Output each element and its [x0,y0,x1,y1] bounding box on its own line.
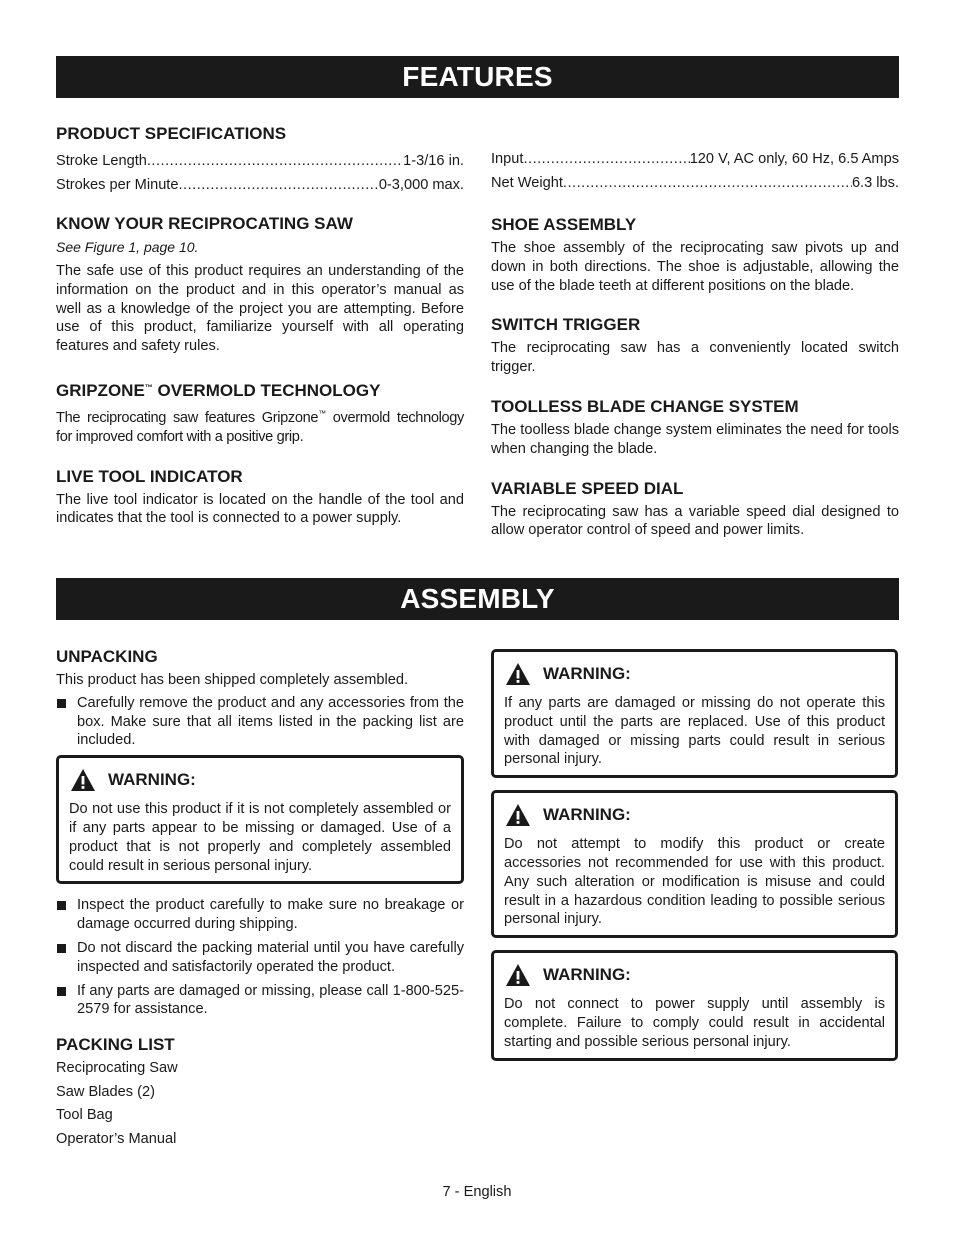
features-right-column [491,150,899,562]
list-item: If any parts are damaged or missing, please call 1-800-525-2579 for assistance. [56,982,464,1020]
spec-leader [147,152,403,170]
warning-label: WARNING: [543,805,631,825]
spec-leader [178,176,378,194]
unpacking-bullets-continued [56,896,464,1019]
list-item: Inspect the product carefully to make sure no breakage or damage occurred during shipping. [56,896,464,934]
warning-body: If any parts are damaged or missing do not operate this product until the parts are replaced. Use of this product with damaged or missing parts could result in serious personal injury. [504,695,885,768]
live-tool-section [56,467,464,529]
warning-triangle-icon [505,963,531,987]
live-tool-heading: LIVE TOOL INDICATOR [56,466,243,486]
warning-body: Do not connect to power supply until assembly is complete. Failure to comply could result in accidental starting and possible serious personal injury. [504,996,885,1050]
warning-body: Do not attempt to modify this product or create accessories not recommended for use with this product. Any such alteration or modification is misuse and could result in a hazardous condition leading to possible serious personal injury. [504,836,885,928]
warning-header [505,963,885,987]
gripzone-heading-text: GRIPZONE [56,380,145,400]
warning-header [505,803,885,827]
switch-trigger-body: The reciprocating saw has a conveniently located switch trigger. [491,340,899,376]
switch-trigger-heading: SWITCH TRIGGER [491,315,641,335]
toolless-heading: TOOLLESS BLADE CHANGE SYSTEM [491,396,799,416]
list-item: Carefully remove the product and any accessories from the box. Make sure that all items listed in the packing list are included. [56,694,464,750]
speed-dial-body: The reciprocating saw has a variable speed dial designed to allow operator control of speed and power limits. [491,503,899,539]
list-item: Tool Bag [56,1107,113,1124]
toolless-body: The toolless blade change system eliminates the need for tools when changing the blade. [491,421,899,457]
gripzone-body-text: overmold technology for improved comfort with a positive grip. [56,409,464,445]
know-your-saw-heading: KNOW YOUR RECIPROCATING SAW [56,214,353,233]
warning-box [491,950,898,1060]
unpacking-bullets [56,694,464,750]
shoe-assembly-body: The shoe assembly of the reciprocating saw pivots up and down in both directions. The shoe is adjustable, allowing the use of the blade teeth at different positions on the blade. [491,240,899,294]
features-banner: FEATURES [56,56,899,98]
shoe-assembly-section [491,215,899,295]
assembly-right-column [491,649,898,1061]
switch-trigger-section [491,315,899,377]
spec-label: Strokes per Minute [56,177,179,193]
spec-label: Input [491,151,524,167]
spec-value: 0-3,000 max. [378,177,464,193]
toolless-section [491,397,899,459]
spec-row [56,176,464,194]
know-your-saw-section [56,214,464,356]
spec-label: Net Weight [491,175,563,191]
spec-leader [523,150,689,168]
spec-value: 120 V, AC only, 60 Hz, 6.5 Amps [689,151,899,167]
trademark-symbol: ™ [144,382,153,392]
packing-list [56,1059,464,1148]
warning-label: WARNING: [543,965,631,985]
list-item: Saw Blades (2) [56,1083,155,1100]
warning-box [491,649,898,778]
gripzone-body-text: The reciprocating saw features Gripzone [56,409,319,426]
know-your-saw-body: The safe use of this product requires an understanding of the information on the product and in this operator’s manual as well as a knowledge of the project you are attempting. Before use of this product, familiarize yourself with all operating features and safety rules. [56,263,464,355]
packing-list-heading: PACKING LIST [56,1035,175,1055]
product-specifications [56,124,464,194]
gripzone-body [56,405,464,447]
warning-box [56,755,464,884]
product-specifications-right [491,150,899,192]
figure-reference: See Figure 1, page 10. [56,239,199,255]
warning-box [491,790,898,938]
spec-value: 6.3 lbs. [851,175,899,191]
list-item: Do not discard the packing material until you have carefully inspected and satisfactorily operated the product. [56,939,464,977]
warning-header [505,662,885,686]
warning-label: WARNING: [543,664,631,683]
unpacking-intro: This product has been shipped completely assembled. [56,672,409,688]
gripzone-heading [56,378,464,401]
spec-label: Stroke Length [56,153,147,169]
gripzone-heading-text: OVERMOLD TECHNOLOGY [152,380,381,400]
unpacking-heading: UNPACKING [56,647,158,666]
speed-dial-section [491,479,899,541]
assembly-banner: ASSEMBLY [56,578,899,620]
warning-triangle-icon [70,768,96,792]
list-item: Operator’s Manual [56,1130,177,1147]
speed-dial-heading: VARIABLE SPEED DIAL [491,478,684,498]
live-tool-body: The live tool indicator is located on the handle of the tool and indicates that the tool is connected to a power supply. [56,491,464,527]
list-item: Reciprocating Saw [56,1060,178,1077]
features-left-column [56,124,464,550]
trademark-symbol: ™ [318,408,326,418]
spec-row [491,174,899,192]
warning-header [70,768,451,792]
page-footer: 7 - English [442,1184,512,1200]
spec-row [491,150,899,168]
warning-body: Do not use this product if it is not completely assembled or if any parts appear to be missing or damaged. Use of a product that is not properly and completely assembled could result in serious personal injury. [69,801,451,874]
spec-value: 1-3/16 in. [403,153,464,169]
warning-label: WARNING: [108,770,196,790]
spec-leader [563,174,852,192]
warning-triangle-icon [505,803,531,827]
gripzone-section [56,378,464,447]
assembly-left-column [56,647,464,1153]
spec-row [56,152,464,170]
shoe-assembly-heading: SHOE ASSEMBLY [491,215,637,234]
warning-triangle-icon [505,662,531,686]
product-specifications-heading: PRODUCT SPECIFICATIONS [56,124,287,143]
